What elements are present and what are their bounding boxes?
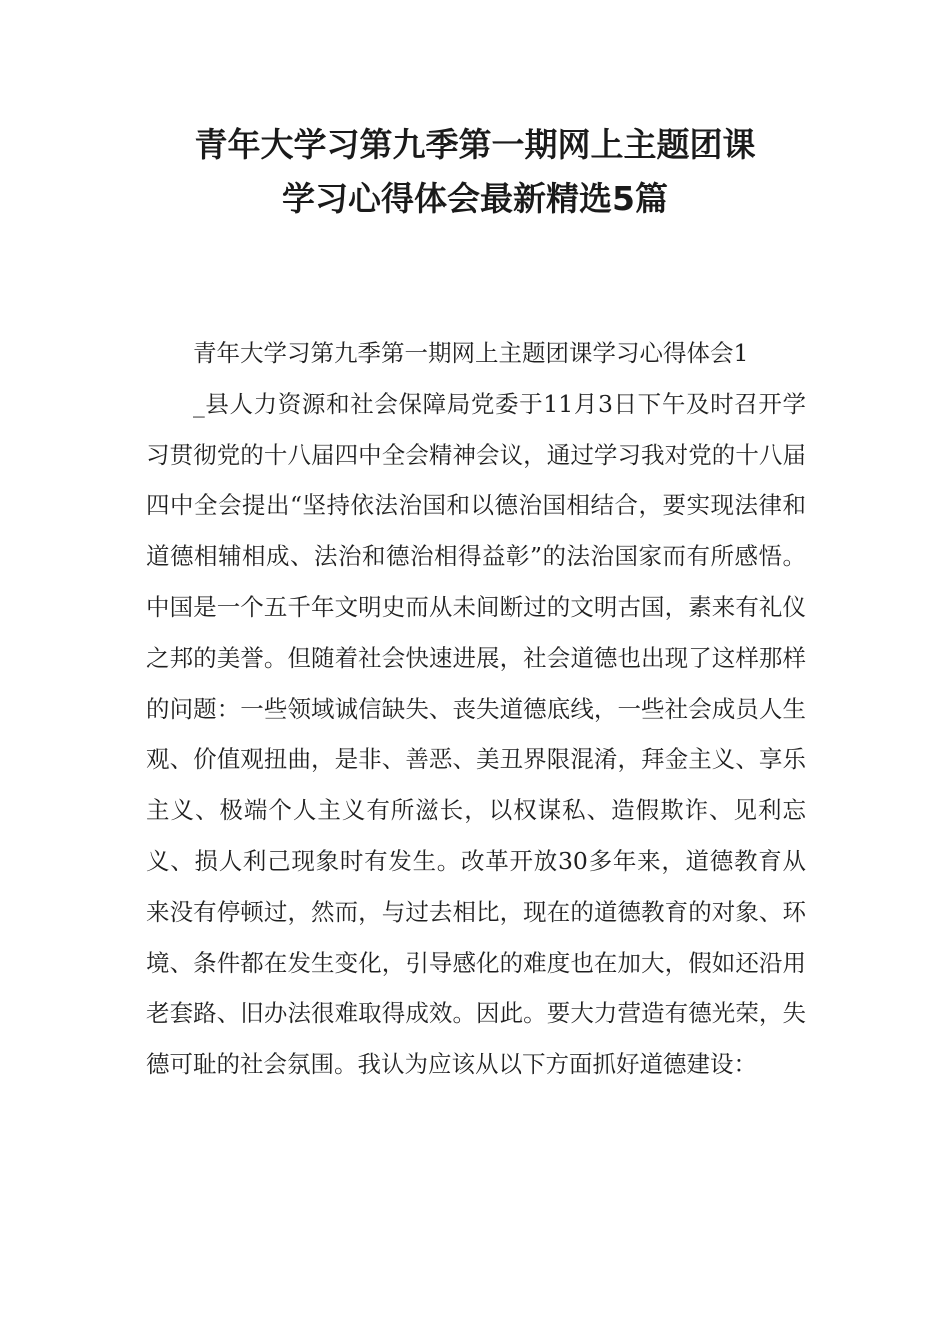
title-line-2: 学习心得体会最新精选5篇	[282, 179, 668, 218]
section-heading: 青年大学习第九季第一期网上主题团课学习心得体会1	[193, 339, 749, 367]
title-line-1: 青年大学习第九季第一期网上主题团课	[194, 125, 756, 164]
body-paragraph: _县人力资源和社会保障局党委于11月3日下午及时召开学习贯彻党的十八届四中全会精神会议，通过学习我对党的十八届四中全会提出“坚持依法治国和以德治国相结合，要实现法律和道德相辅相成、法治和德治相得益彰”的法治国家而有所感悟。中国是一个五千年文明史而从未间断过的文明古国，素来有礼仪之邦的美誉。但随着社会快速进展，社会道德也出现了这样那样的问题：一些领域诚信缺失、丧失道德底线，一些社会成员人生观、价值观扭曲，是非、善恶、美丑界限混淆，拜金主义、享乐主义、极端个人主义有所滋长，以权谋私、造假欺诈、见利忘义、损人利己现象时有发生。改革开放30多年来，道德教育从来没有停顿过，然而，与过去相比，现在的道德教育的对象、环境、条件都在发生变化，引导感化的难度也在加大，假如还沿用老套路、旧办法很难取得成效。因此。要大力营造有德光荣，失德可耻的社会氛围。我认为应该从以下方面抓好道德建设：	[146, 389, 806, 1079]
document-title	[100, 118, 850, 226]
document-body	[146, 328, 806, 1090]
